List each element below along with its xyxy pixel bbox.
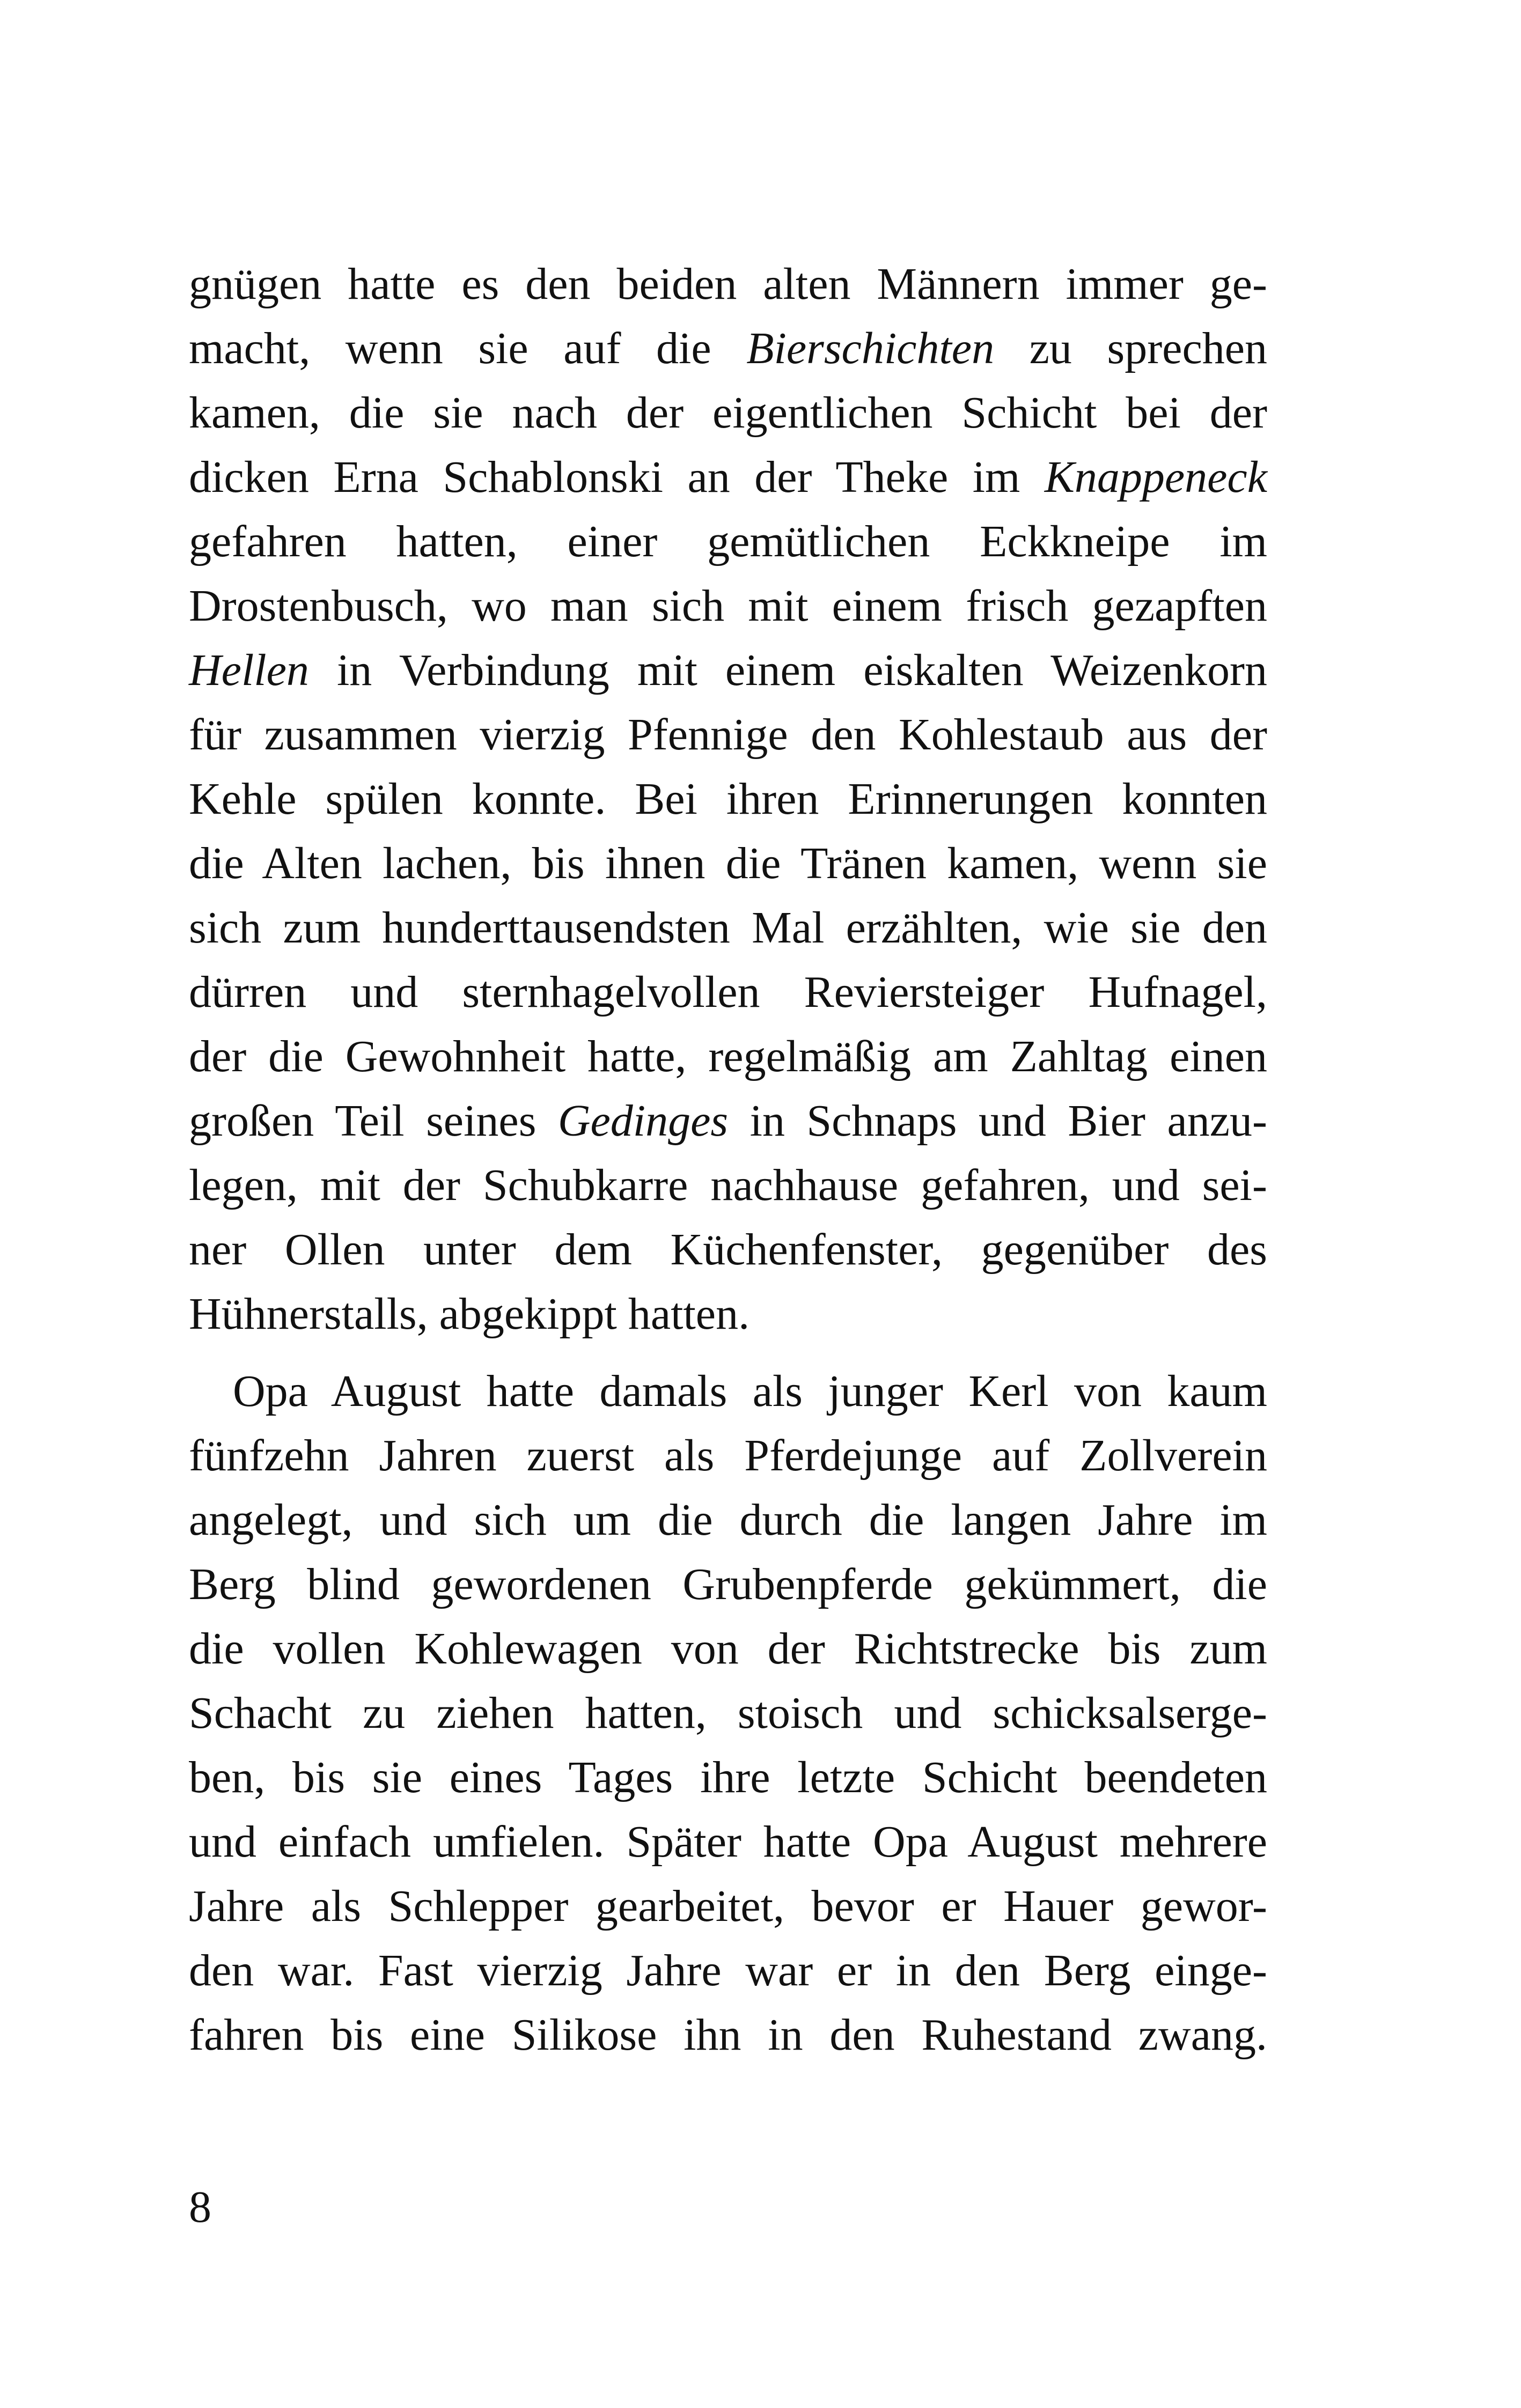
text-line: Hellen in Verbindung mit einem eiskalten Weizenkorn [189,645,1267,695]
body-text [189,252,1267,2067]
text-line: und einfach umfielen. Später hatte Opa August mehrere [189,1817,1267,1867]
text-line: fahren bis eine Silikose ihn in den Ruhestand zwang. [189,2010,1267,2060]
text-line: legen, mit der Schubkarre nachhause gefahren, und sei- [189,1160,1267,1210]
text-line: die Alten lachen, bis ihnen die Tränen kamen, wenn sie [189,838,1267,888]
text-line: großen Teil seines Gedinges in Schnaps und Bier anzu- [189,1096,1267,1146]
text-line: Jahre als Schlepper gearbeitet, bevor er Hauer gewor- [189,1881,1267,1931]
text-line: der die Gewohnheit hatte, regelmäßig am Zahltag einen [189,1032,1267,1081]
text-line: Kehle spülen konnte. Bei ihren Erinnerungen konnten [189,774,1267,824]
text-line: dürren und sternhagelvollen Reviersteiger Hufnagel, [189,967,1267,1017]
text-line: dicken Erna Schablonski an der Theke im Knappeneck [189,452,1267,502]
text-line: macht, wenn sie auf die Bierschichten zu sprechen [189,323,1268,373]
text-line: ben, bis sie eines Tages ihre letzte Schicht beendeten [189,1752,1267,1802]
text-line: Schacht zu ziehen hatten, stoisch und schicksalserge- [189,1688,1267,1738]
page-number: 8 [189,2182,211,2232]
text-line: für zusammen vierzig Pfennige den Kohlestaub aus der [189,710,1267,760]
text-line: gnügen hatte es den beiden alten Männern immer ge- [189,259,1267,309]
text-line: Opa August hatte damals als junger Kerl von kaum [233,1366,1267,1416]
paragraph-gap [189,1346,1267,1359]
text-line: angelegt, und sich um die durch die langen Jahre im [189,1495,1267,1545]
text-line: die vollen Kohlewagen von der Richtstrecke bis zum [189,1624,1267,1674]
text-line: kamen, die sie nach der eigentlichen Schicht bei der [189,388,1267,438]
text-line: den war. Fast vierzig Jahre war er in den Berg einge- [189,1946,1267,1995]
text-line: Berg blind gewordenen Grubenpferde gekümmert, die [189,1559,1267,1609]
text-line: fünfzehn Jahren zuerst als Pferdejunge auf Zollverein [189,1431,1267,1481]
text-line: gefahren hatten, einer gemütlichen Eckkneipe im [189,517,1267,566]
paragraph-1 [189,252,1267,1346]
text-line: Hühnerstalls, abgekippt hatten. [189,1289,750,1339]
paragraph-2 [189,1359,1267,2067]
text-line: ner Ollen unter dem Küchenfenster, gegenüber des [189,1225,1267,1275]
text-line: sich zum hunderttausendsten Mal erzählten, wie sie den [189,903,1267,953]
text-line: Drostenbusch, wo man sich mit einem frisch gezapften [189,581,1267,631]
